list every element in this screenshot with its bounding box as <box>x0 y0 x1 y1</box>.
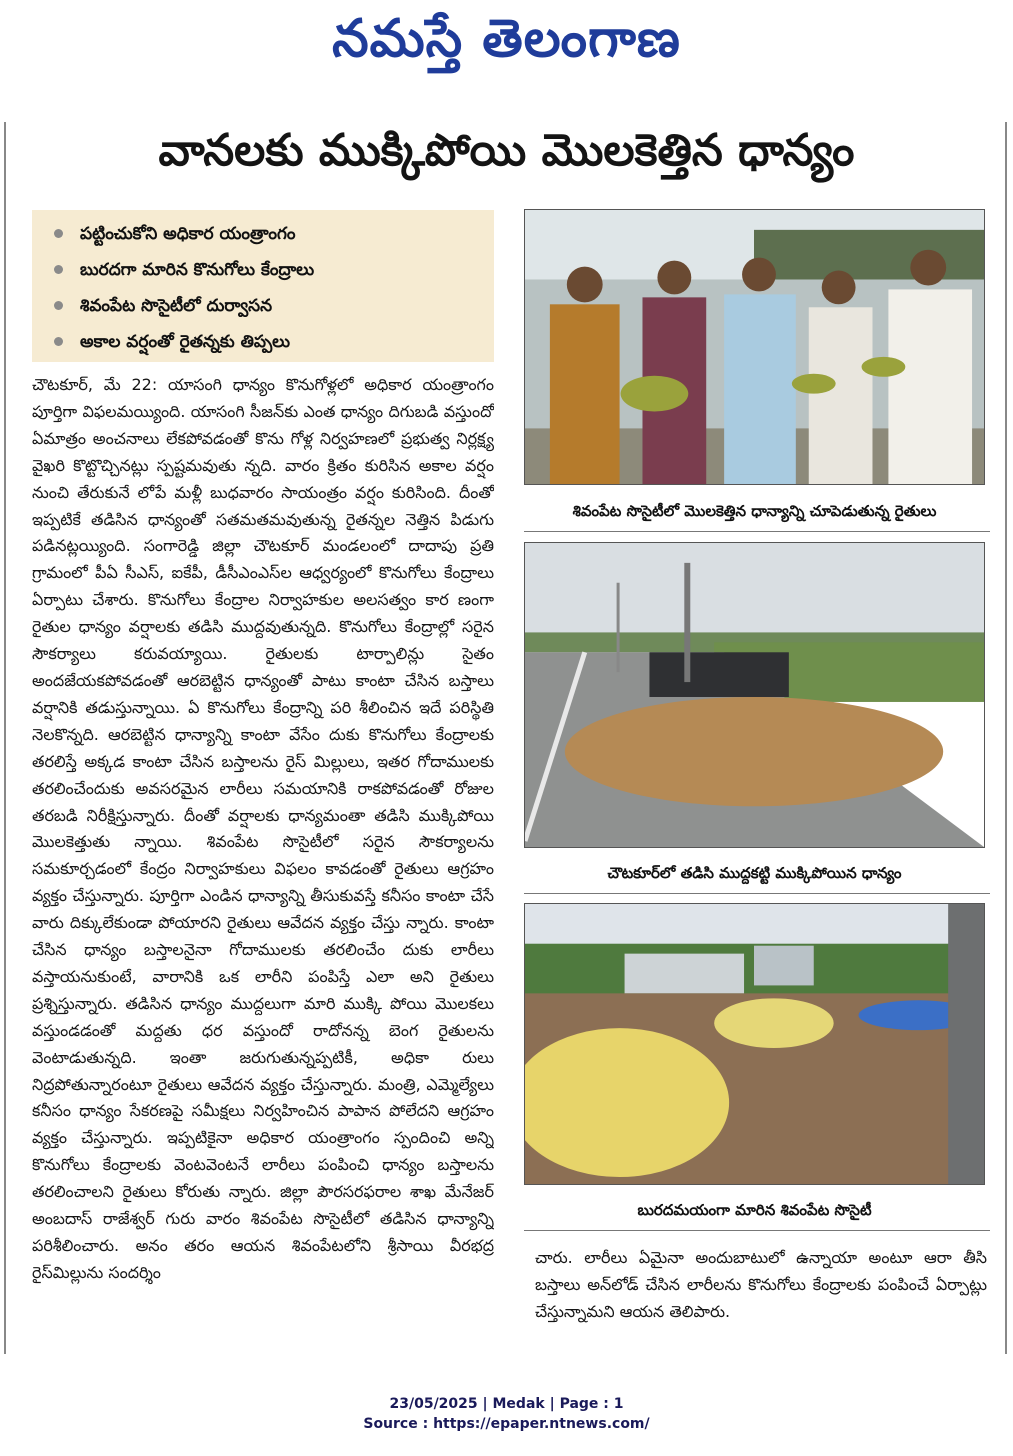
bullet-icon <box>54 229 63 238</box>
caption-divider <box>524 531 990 532</box>
footer-source: Source : https://epaper.ntnews.com/ <box>363 1416 650 1432</box>
bullet-icon <box>54 337 63 346</box>
photo-muddy-yard <box>524 903 985 1185</box>
photo-road-grain <box>524 542 985 848</box>
headline: వానలకు ముక్కిపోయి మొలకెత్తిన ధాన్యం <box>158 125 855 176</box>
highlights-box <box>32 210 494 362</box>
highlight-text: అకాల వర్షంతో రైతన్నకు తిప్పలు <box>80 332 291 352</box>
highlight-item <box>54 216 494 252</box>
highlight-item <box>54 324 494 360</box>
caption-divider <box>524 1230 990 1231</box>
highlight-item <box>54 288 494 324</box>
masthead-logo: నమస్తే తెలంగాణ <box>332 8 681 69</box>
masthead <box>0 4 1013 74</box>
photo-caption: బురదమయంగా మారిన శివంపేట సొసైటీ <box>637 1201 872 1219</box>
highlight-text: బురదగా మారిన కొనుగోలు కేంద్రాలు <box>80 260 315 280</box>
caption-divider <box>524 893 990 894</box>
photo-caption: శివంపేట సొసైటీలో మొలకెత్తిన ధాన్యాన్ని చూపెడుతున్న రైతులు <box>572 502 937 520</box>
photo-caption: చౌటకూర్‌లో తడిసి ముద్దకట్టి ముక్కిపోయిన ధాన్యం <box>607 864 902 882</box>
bullet-icon <box>54 301 63 310</box>
article-continued: చారు. లారీలు ఏమైనా అందుబాటులో ఉన్నాయా అంటూ ఆరా తీసి బస్తాలు అన్‌లోడ్ చేసిన లారీలను కొనుగోలు కేంద్రాలకు పంపించే ఏర్పాట్లు చేస్తున్నామని ఆయన తెలిపారు. <box>535 1248 987 1321</box>
highlight-text: పట్టించుకోని అధికార యంత్రాంగం <box>80 224 296 244</box>
highlight-text: శివంపేట సొసైటీలో దుర్వాసన <box>80 296 273 316</box>
footer-date-edition: 23/05/2025 | Medak | Page : 1 <box>389 1396 624 1412</box>
bullet-icon <box>54 265 63 274</box>
highlight-item <box>54 252 494 288</box>
photo-farmers <box>524 209 985 485</box>
article-body: చౌటకూర్, మే 22: యాసంగి ధాన్యం కొనుగోళ్లలో అధికార యంత్రాంగం పూర్తిగా విఫలమయ్యింది. యాసంగి సీజన్‌కు ఎంత ధాన్యం దిగుబడి వస్తుందో ఏమాత్రం అంచనాలు లేకపోవడంతో కొను గోళ్ల నిర్వహణలో ప్రభుత్వ నిర్లక్ష్య వైఖరి కొట్టొచ్చినట్లు స్పష్టమవుతు న్నది. వారం క్రితం కురిసిన అకాల వర్షం నుంచి తేరుకునే లోపే మళ్లీ బుధవారం సాయంత్రం వర్షం కురిసింది. దీంతో ఇప్పటికే తడిసిన ధాన్యంతో సతమతమవుతున్న రైతన్నల నెత్తిన పిడుగు పడినట్లయ్యింది. సంగారెడ్డి జిల్లా చౌటకూర్ మండలంలో దాదాపు ప్రతి గ్రామంలో పీఏ సీఎస్, ఐకేపీ, డీసీఎంఎస్‌ల ఆధ్వర్యంలో కొనుగోలు కేంద్రాలు ఏర్పాటు చేశారు. కొనుగోలు కేంద్రాల నిర్వాహకుల అలసత్వం కార ణంగా రైతుల ధాన్యం వర్షాలకు తడిసి ముద్దవుతున్నది. కొనుగోలు కేంద్రాల్లో సరైన సౌకర్యాలు కరువయ్యాయి. రైతులకు టార్పాలిన్లు సైతం అందజేయకపోవడంతో ఆరబెట్టిన ధాన్యంతో పాటు కాంటా చేసిన బస్తాలు వర్షానికి తడుస్తున్నాయి. ఏ కొనుగోలు కేంద్రాన్ని పరి శీలించిన ఇదే పరిస్థితి నెలకొన్నది. ఆరబెట్టిన ధాన్యాన్ని కాంటా వేసేం దుకు కొనుగోలు కేంద్రాలకు తరలిస్తే అక్కడ కాంటా చేసిన బస్తాలను రైస్ మిల్లులు, ఇతర గోదాములకు తరలించేందుకు అవసరమైన లారీలు సమయానికి రాకపోవడంతో రోజుల తరబడి నిరీక్షిస్తున్నారు. దీంతో వర్షాలకు ధాన్యమంతా తడిసి ముక్కిపోయి మొలకెత్తుతు న్నాయి. శివంపేట సొసైటీలో సరైన సౌకర్యాలను సమకూర్చడంలో కేంద్రం నిర్వాహకులు విఫలం కావడంతో రైతులు ఆగ్రహం వ్యక్తం చేస్తున్నారు. పూర్తిగా ఎండిన ధాన్యాన్ని తీసుకువస్తే కనీసం కాంటా చేసే వారు దిక్కులేకుండా పోయారని రైతులు ఆవేదన వ్యక్తం చేస్తు న్నారు. కాంటా చేసిన ధాన్యం బస్తాలనైనా గోదాములకు తరలించేం దుకు లారీలు వస్తాయనుకుంటే, వారానికి ఒక లారీని పంపిస్తే ఎలా అని రైతులు ప్రశ్నిస్తున్నారు. తడిసిన ధాన్యం ముద్దలుగా మారి ముక్కి పోయి మొలకలు వస్తుండడంతో మద్దతు ధర వస్తుందో రాదోనన్న బెంగ రైతులను వెంటాడుతున్నది. ఇంతా జరుగుతున్నప్పటికీ, అధికా రులు నిద్రపోతున్నారంటూ రైతులు ఆవేదన వ్యక్తం చేస్తున్నారు. మంత్రి, ఎమ్మెల్యేలు కనీసం ధాన్యం సేకరణపై సమీక్షలు నిర్వహించిన పాపాన పోలేదని ఆగ్రహం వ్యక్తం చేస్తున్నారు. ఇప్పటికైనా అధికార యంత్రాంగం స్పందించి అన్ని కొనుగోలు కేంద్రాలకు వెంటవెంటనే లారీలు పంపించి ధాన్యం బస్తాలను తరలించాలని రైతులు కోరుతు న్నారు. జిల్లా పౌరసరఫరాల శాఖ మేనేజర్ అంబదాస్ రాజేశ్వర్ గురు వారం శివంపేట సొసైటీలో తడిసిన ధాన్యాన్ని పరిశీలించారు. అనం తరం ఆయన శివంపేటలోని శ్రీసాయి వీరభద్ర రైస్‌మిల్లును సందర్శిం <box>32 375 494 1282</box>
